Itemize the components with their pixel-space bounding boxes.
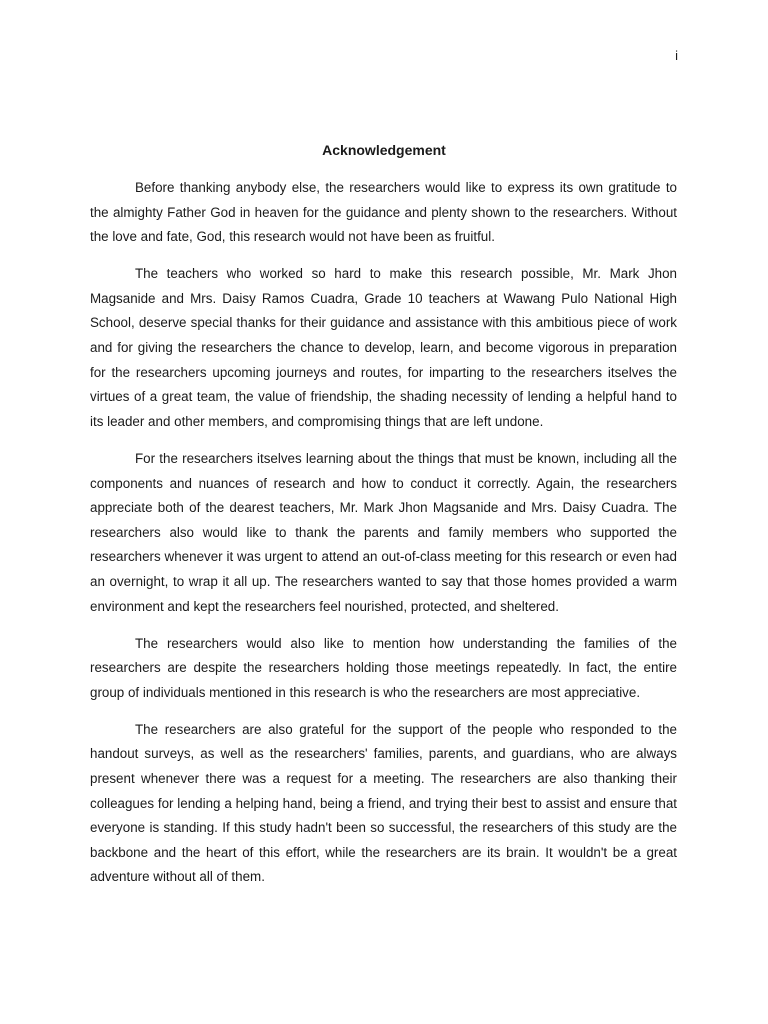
paragraph-2: The teachers who worked so hard to make this research possible, Mr. Mark Jhon Magsanide and Mrs. Daisy Ramos Cuadra, Grade 10 teachers at Wawang Pulo National High School, deserve special thanks for their guidance and assistance with this ambitious piece of work and for giving the researchers the chance to develop, learn, and become vigorous in preparation for the researchers upcoming journeys and routes, for imparting to the researchers itselves the virtues of a great team, the value of friendship, the shading necessity of lending a helpful hand to its leader and other members, and compromising things that are left undone.	[90, 266, 677, 429]
page-number: i	[675, 48, 678, 63]
page-title: Acknowledgement	[322, 142, 446, 158]
body-text	[90, 176, 677, 903]
paragraph-4: The researchers would also like to mention how understanding the families of the researchers are despite the researchers holding those meetings repeatedly. In fact, the entire group of individuals mentioned in this research is who the researchers are most appreciative.	[90, 635, 677, 700]
paragraph-1: Before thanking anybody else, the researchers would like to express its own gratitude to the almighty Father God in heaven for the guidance and plenty shown to the researchers. Without the love and fate, God, this research would not have been as fruitful.	[90, 180, 677, 245]
paragraph-5: The researchers are also grateful for the support of the people who responded to the handout surveys, as well as the researchers' families, parents, and guardians, who are always present whenever there was a request for a meeting. The researchers are also thanking their colleagues for lending a helping hand, being a friend, and trying their best to assist and ensure that everyone is standing. If this study hadn't been so successful, the researchers of this study are the backbone and the heart of this effort, while the researchers are its brain. It wouldn't be a great adventure without all of them.	[90, 721, 677, 885]
paragraph-3: For the researchers itselves learning about the things that must be known, including all the components and nuances of research and how to conduct it correctly. Again, the researchers appreciate both of the dearest teachers, Mr. Mark Jhon Magsanide and Mrs. Daisy Cuadra. The researchers also would like to thank the parents and family members who supported the researchers whenever it was urgent to attend an out-of-class meeting for this research or even had an overnight, to wrap it all up. The researchers wanted to say that those homes provided a warm environment and kept the researchers feel nourished, protected, and sheltered.	[90, 450, 677, 614]
